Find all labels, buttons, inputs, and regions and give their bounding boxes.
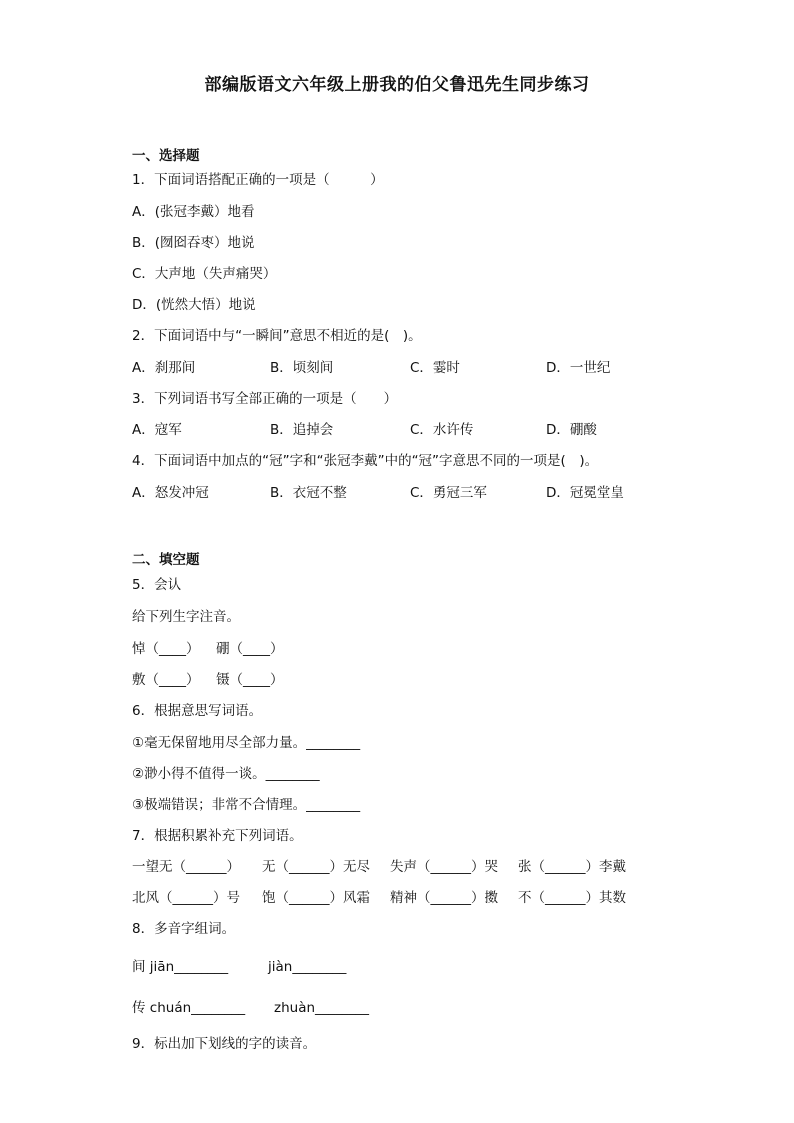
question-8-item: zhuàn________ <box>274 1000 370 1016</box>
question-1-option-b: B．(囫囵吞枣）地说 <box>132 235 255 251</box>
question-3-option-a: A．寇军 <box>132 422 182 438</box>
question-5-item: 硼（____） <box>216 641 284 657</box>
question-2-option-d: D．一世纪 <box>546 360 611 376</box>
question-6-stem: 6．根据意思写词语。 <box>132 703 263 719</box>
question-4-stem: 4．下面词语中加点的“冠”字和“张冠李戴”中的“冠”字意思不同的一项是( )。 <box>132 453 599 469</box>
question-3-option-b: B．追掉会 <box>270 422 334 438</box>
section-heading-fill: 二、填空题 <box>132 552 200 568</box>
question-8-stem: 8．多音字组词。 <box>132 921 236 937</box>
question-6-item-3: ③极端错误；非常不合情理。________ <box>132 797 361 813</box>
question-7-idiom: 失声（______）哭 <box>390 859 498 875</box>
question-7-idiom: 无（______）无尽 <box>262 859 370 875</box>
question-5-item: 镊（____） <box>216 672 284 688</box>
question-3-option-c: C．水许传 <box>410 422 474 438</box>
question-9-stem: 9．标出加下划线的字的读音。 <box>132 1036 317 1052</box>
question-7-idiom: 北风（______）号 <box>132 890 240 906</box>
question-2-stem: 2．下面词语中与“一瞬间”意思不相近的是( )。 <box>132 328 422 344</box>
question-1-option-a: A．(张冠李戴）地看 <box>132 204 255 220</box>
question-7-idiom: 张（______）李戴 <box>518 859 626 875</box>
question-3-option-d: D．硼酸 <box>546 422 597 438</box>
page-title: 部编版语文六年级上册我的伯父鲁迅先生同步练习 <box>204 75 590 95</box>
question-5-item: 敷（____） <box>132 672 200 688</box>
question-2-option-c: C．霎时 <box>410 360 460 376</box>
question-3-stem: 3．下列词语书写全部正确的一项是（ ） <box>132 391 398 407</box>
question-5-item: 悼（____） <box>132 641 200 657</box>
question-5-stem: 5．会认 <box>132 577 182 593</box>
question-7-stem: 7．根据积累补充下列词语。 <box>132 828 303 844</box>
question-2-option-b: B．顷刻间 <box>270 360 334 376</box>
question-7-idiom: 饱（______）风霜 <box>262 890 370 906</box>
question-1-stem: 1．下面词语搭配正确的一项是（ ） <box>132 172 384 188</box>
question-4-option-c: C．勇冠三军 <box>410 485 487 501</box>
question-1-option-d: D．(恍然大悟）地说 <box>132 297 256 313</box>
question-6-item-1: ①毫无保留地用尽全部力量。________ <box>132 735 361 751</box>
question-6-item-2: ②渺小得不值得一谈。________ <box>132 766 320 782</box>
question-2-option-a: A．刹那间 <box>132 360 196 376</box>
question-8-item: 间 jiān________ <box>132 959 229 975</box>
section-heading-choice: 一、选择题 <box>132 148 200 164</box>
question-8-item: jiàn________ <box>268 959 347 975</box>
question-7-idiom: 不（______）其数 <box>518 890 626 906</box>
question-5-instruction: 给下列生字注音。 <box>132 609 240 625</box>
question-8-item: 传 chuán________ <box>132 1000 246 1016</box>
question-4-option-d: D．冠冕堂皇 <box>546 485 624 501</box>
question-4-option-a: A．怒发冲冠 <box>132 485 209 501</box>
question-4-option-b: B．衣冠不整 <box>270 485 347 501</box>
question-7-idiom: 精神（______）擞 <box>390 890 498 906</box>
question-7-idiom: 一望无（______） <box>132 859 240 875</box>
question-1-option-c: C．大声地（失声痛哭） <box>132 266 277 282</box>
